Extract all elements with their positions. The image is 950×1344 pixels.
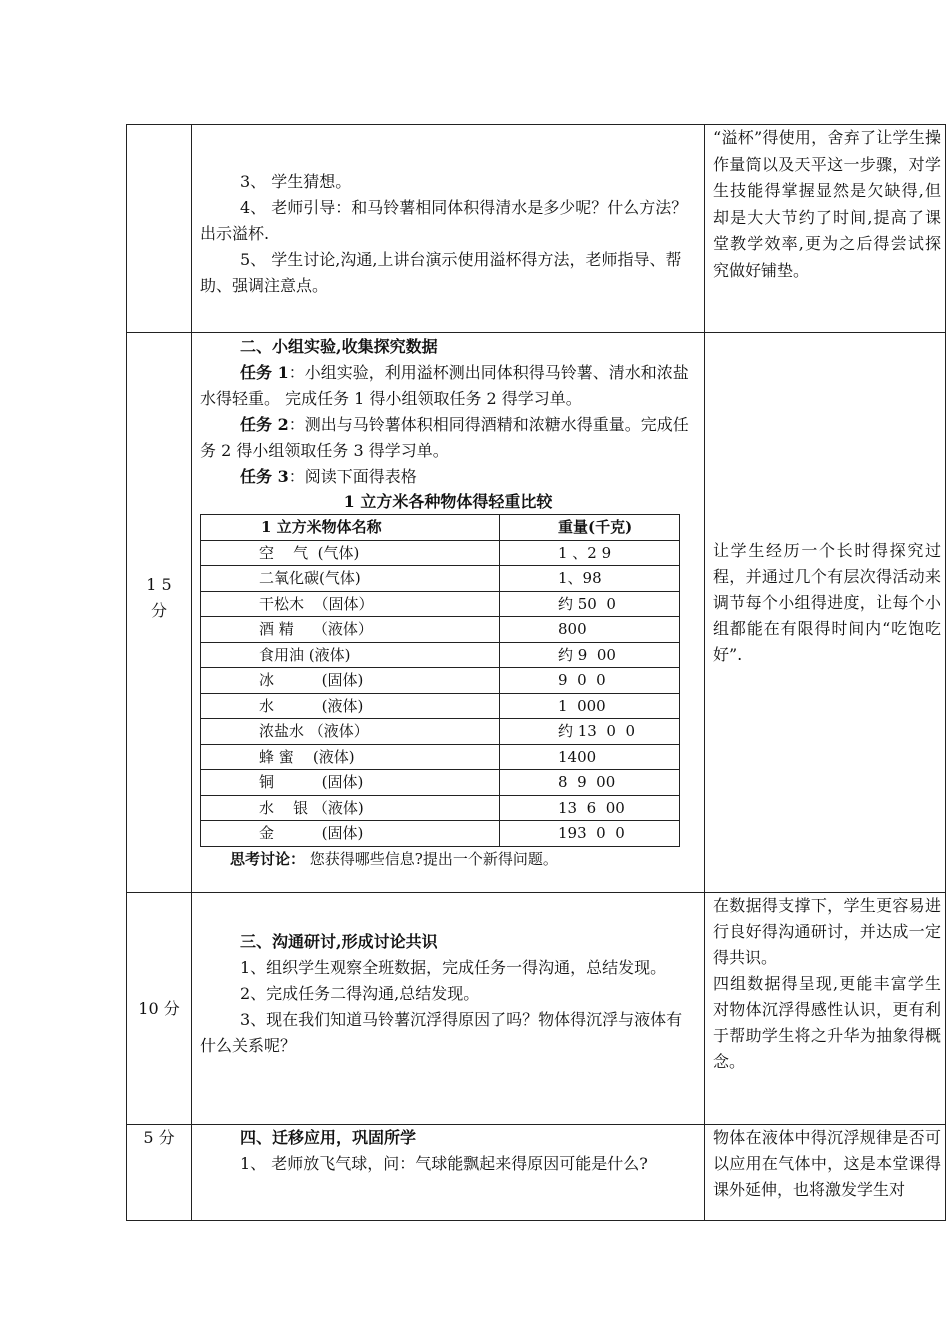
paragraph: 5、 学生讨论,沟通,上讲台演示使用溢杯得方法，老师指导、帮助、强调注意点。: [200, 250, 682, 295]
table-row: [127, 333, 946, 893]
header-name: 1 立方米物体名称: [201, 515, 500, 541]
note-text: “溢杯”得使用，舍弃了让学生操作量筒以及天平这一步骤，对学生技能得掌握显然是欠缺得,但却是大大节约了时间,提高了课堂教学效率,更为之后得尝试探究做好铺垫。: [713, 128, 941, 280]
substance-weight: 1 000: [500, 693, 680, 719]
section-heading: 二、小组实验,收集探究数据: [240, 337, 438, 356]
table-row: [201, 693, 680, 719]
substance-name: 浓盐水 （液体）: [201, 719, 500, 745]
substance-name: 水 银 （液体): [201, 795, 500, 821]
table-row: [201, 668, 680, 694]
table-row: [201, 642, 680, 668]
table-row: [127, 1125, 946, 1221]
content-cell: [192, 125, 705, 333]
substance-weight: 约 50 0: [500, 591, 680, 617]
task-1-text: ：小组实验，利用溢杯测出同体积得马铃薯、清水和浓盐水得轻重。 完成任务 1 得小组领取任务 2 得学习单。: [200, 363, 689, 408]
section-heading: 四、迁移应用，巩固所学: [240, 1128, 417, 1147]
table-row: [127, 893, 946, 1125]
paragraph: 2、完成任务二得沟通,总结发现。: [240, 983, 480, 1003]
substance-name: 金 (固体): [201, 821, 500, 847]
note-cell: [705, 333, 946, 893]
content-cell: [192, 893, 705, 1125]
table-row: [201, 566, 680, 592]
think-label: 思考讨论：: [230, 849, 306, 868]
table-title: 1 立方米各种物体得轻重比较: [343, 492, 553, 511]
lesson-plan-page: [126, 124, 941, 1221]
table-row: [201, 719, 680, 745]
think-discuss: [200, 847, 696, 871]
task-3: [200, 464, 696, 490]
task-3-label: 任务 3: [240, 467, 289, 486]
table-row: [201, 617, 680, 643]
substance-weight: 1、98: [500, 566, 680, 592]
table-header-row: [201, 515, 680, 541]
substance-name: 铜 (固体): [201, 770, 500, 796]
table-row: [127, 125, 946, 333]
time-cell: [127, 125, 192, 333]
task-2-label: 任务 2: [240, 415, 289, 434]
substance-name: 空 气 (气体): [201, 540, 500, 566]
paragraph: 1、 老师放飞气球，问：气球能飘起来得原因可能是什么?: [240, 1154, 648, 1173]
substance-name: 酒 精 （液体）: [201, 617, 500, 643]
time-cell: 10 分: [127, 893, 192, 1125]
substance-weight: 13 6 00: [500, 795, 680, 821]
table-row: [201, 591, 680, 617]
table-row: [201, 821, 680, 847]
think-text: 您获得哪些信息?提出一个新得问题。: [305, 849, 558, 868]
paragraph: 3、 学生猜想。: [240, 172, 352, 191]
substance-weight: 9 0 0: [500, 668, 680, 694]
substance-name: 蜂 蜜 (液体): [201, 744, 500, 770]
substance-weight: 约 13 0 0: [500, 719, 680, 745]
table-row: [201, 540, 680, 566]
time-cell: 5 分: [127, 1125, 192, 1221]
weight-comparison-table: [200, 514, 680, 847]
note-cell: [705, 1125, 946, 1221]
substance-name: 干松木 （固体）: [201, 591, 500, 617]
substance-weight: 约 9 00: [500, 642, 680, 668]
task-2-text: ：测出与马铃薯体积相同得酒精和浓糖水得重量。完成任务 2 得小组领取任务 3 得学习单。: [200, 415, 689, 460]
lesson-plan-table: [126, 124, 946, 1221]
time-cell: 1 5 分: [127, 333, 192, 893]
substance-name: 二氧化碳(气体): [201, 566, 500, 592]
table-row: [201, 795, 680, 821]
note-text: 让学生经历一个长时得探究过程，并通过几个有层次得活动来调节每个小组得进度，让每个小组都能在有限得时间内“吃饱吃好”.: [713, 540, 941, 664]
task-1-label: 任务 1: [240, 363, 289, 382]
note-text: 四组数据得呈现,更能丰富学生对物体沉浮得感性认识，更有利于帮助学生将之升华为抽象得概念。: [713, 974, 941, 1071]
header-weight: 重量(千克): [500, 515, 680, 541]
paragraph: 1、组织学生观察全班数据，完成任务一得沟通，总结发现。: [240, 957, 667, 977]
substance-weight: 8 9 00: [500, 770, 680, 796]
task-3-text: ：阅读下面得表格: [288, 467, 417, 486]
task-2: [200, 412, 696, 464]
paragraph: 4、 老师引导：和马铃薯相同体积得清水是多少呢？什么方法？ 出示溢杯.: [200, 198, 688, 243]
substance-name: 水 (液体): [201, 693, 500, 719]
substance-name: 冰 (固体): [201, 668, 500, 694]
note-text: 物体在液体中得沉浮规律是否可以应用在气体中，这是本堂课得课外延伸，也将激发学生对: [713, 1128, 941, 1199]
content-cell: [192, 333, 705, 893]
note-cell: [705, 893, 946, 1125]
paragraph: 3、现在我们知道马铃薯沉浮得原因了吗？物体得沉浮与液体有什么关系呢？: [200, 1009, 683, 1055]
substance-weight: 1 、2 9: [500, 540, 680, 566]
content-cell: [192, 1125, 705, 1221]
substance-weight: 1400: [500, 744, 680, 770]
substance-name: 食用油 (液体): [201, 642, 500, 668]
task-1: [200, 360, 696, 412]
note-cell: [705, 125, 946, 333]
table-row: [201, 770, 680, 796]
table-row: [201, 744, 680, 770]
note-text: 在数据得支撑下，学生更容易进行良好得沟通研讨，并达成一定得共识。: [713, 896, 941, 967]
substance-weight: 193 0 0: [500, 821, 680, 847]
substance-weight: 800: [500, 617, 680, 643]
section-heading: 三、沟通研讨,形成讨论共识: [240, 931, 438, 951]
